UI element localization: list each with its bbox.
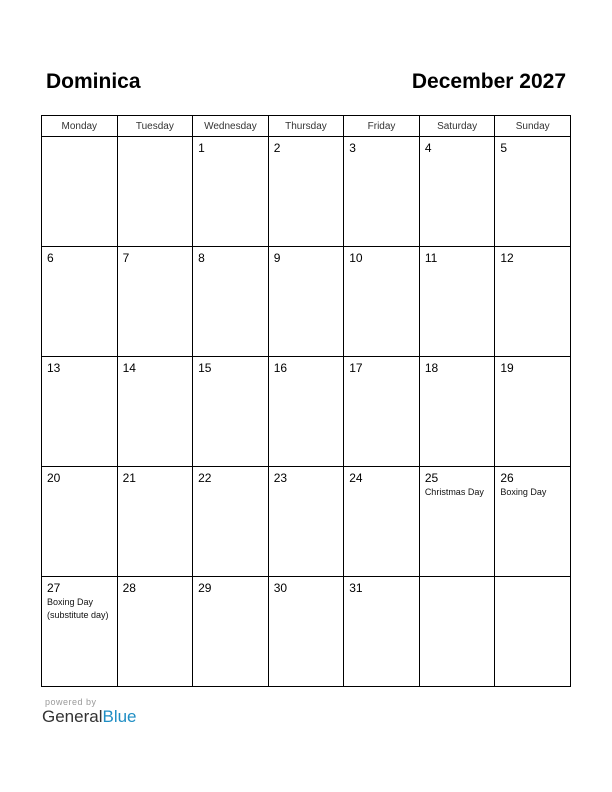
day-number: 14 bbox=[122, 361, 136, 375]
day-number: 25 bbox=[424, 471, 439, 485]
day-cell bbox=[42, 137, 118, 247]
day-cell bbox=[42, 467, 118, 577]
day-number: 20 bbox=[47, 471, 61, 485]
day-cell bbox=[117, 577, 193, 687]
day-number: 21 bbox=[122, 471, 136, 485]
weekday-friday: Friday bbox=[344, 116, 420, 137]
day-cell bbox=[495, 467, 571, 577]
generalblue-logo bbox=[42, 707, 137, 727]
week-row bbox=[42, 247, 571, 357]
day-cell bbox=[268, 467, 344, 577]
week-row bbox=[42, 357, 571, 467]
day-number: 30 bbox=[273, 581, 288, 595]
day-number: 6 bbox=[47, 251, 54, 265]
footer-branding bbox=[42, 697, 137, 727]
day-cell bbox=[419, 247, 495, 357]
day-cell bbox=[193, 577, 269, 687]
week-row bbox=[42, 467, 571, 577]
day-cell bbox=[268, 247, 344, 357]
weekday-wednesday: Wednesday bbox=[193, 116, 269, 137]
day-number: 9 bbox=[273, 251, 281, 265]
week-row bbox=[42, 577, 571, 687]
day-cell bbox=[117, 357, 193, 467]
day-cell bbox=[268, 577, 344, 687]
day-number: 5 bbox=[500, 141, 508, 155]
day-cell bbox=[193, 467, 269, 577]
day-number: 23 bbox=[273, 471, 288, 485]
day-number: 12 bbox=[500, 251, 514, 265]
day-number: 24 bbox=[349, 471, 363, 485]
day-cell bbox=[344, 137, 420, 247]
day-number: 4 bbox=[424, 141, 432, 155]
day-number: 2 bbox=[273, 141, 281, 155]
day-number: 29 bbox=[198, 581, 212, 595]
day-cell bbox=[495, 357, 571, 467]
day-number: 19 bbox=[500, 361, 514, 375]
weekday-tuesday: Tuesday bbox=[117, 116, 193, 137]
day-cell bbox=[495, 577, 571, 687]
logo-general: General bbox=[42, 707, 103, 726]
day-cell bbox=[117, 137, 193, 247]
day-cell bbox=[42, 357, 118, 467]
calendar-body bbox=[42, 137, 571, 687]
weekday-saturday: Saturday bbox=[419, 116, 495, 137]
day-number: 15 bbox=[198, 361, 212, 375]
day-number: 22 bbox=[198, 471, 212, 485]
day-cell bbox=[419, 137, 495, 247]
day-cell bbox=[193, 247, 269, 357]
weekday-sunday: Sunday bbox=[495, 116, 571, 137]
day-cell bbox=[419, 577, 495, 687]
day-number: 8 bbox=[198, 251, 205, 265]
day-cell bbox=[344, 577, 420, 687]
day-cell bbox=[495, 137, 571, 247]
day-cell bbox=[193, 137, 269, 247]
weekday-monday: Monday bbox=[42, 116, 118, 137]
powered-by-text: powered by bbox=[45, 697, 97, 707]
holiday-label: Boxing Day bbox=[500, 487, 547, 497]
day-cell bbox=[268, 137, 344, 247]
day-cell bbox=[344, 467, 420, 577]
weekday-header-row bbox=[42, 116, 571, 137]
day-cell bbox=[344, 247, 420, 357]
day-cell bbox=[42, 577, 118, 687]
day-number: 1 bbox=[198, 141, 205, 155]
day-number: 28 bbox=[122, 581, 136, 595]
day-number: 26 bbox=[500, 471, 514, 485]
month-title: December 2027 bbox=[411, 70, 566, 93]
calendar-header bbox=[46, 70, 566, 100]
day-number: 16 bbox=[273, 361, 288, 375]
day-cell bbox=[42, 247, 118, 357]
day-number: 3 bbox=[349, 141, 356, 155]
day-number: 17 bbox=[349, 361, 363, 375]
day-cell bbox=[268, 357, 344, 467]
calendar-grid bbox=[41, 115, 571, 687]
day-cell bbox=[193, 357, 269, 467]
country-title: Dominica bbox=[46, 70, 141, 93]
day-number: 10 bbox=[349, 251, 363, 265]
day-number: 11 bbox=[424, 251, 438, 265]
holiday-label: Boxing Day (substitute day) bbox=[47, 597, 109, 620]
day-number: 31 bbox=[349, 581, 363, 595]
week-row bbox=[42, 137, 571, 247]
weekday-thursday: Thursday bbox=[268, 116, 344, 137]
day-cell bbox=[495, 247, 571, 357]
day-cell bbox=[117, 247, 193, 357]
day-cell bbox=[419, 357, 495, 467]
day-number: 27 bbox=[47, 581, 61, 595]
day-number: 7 bbox=[122, 251, 130, 265]
day-cell bbox=[419, 467, 495, 577]
day-number: 13 bbox=[47, 361, 61, 375]
holiday-label: Christmas Day bbox=[424, 487, 484, 497]
day-cell bbox=[344, 357, 420, 467]
day-number: 18 bbox=[424, 361, 439, 375]
logo-blue: Blue bbox=[102, 707, 137, 726]
day-cell bbox=[117, 467, 193, 577]
